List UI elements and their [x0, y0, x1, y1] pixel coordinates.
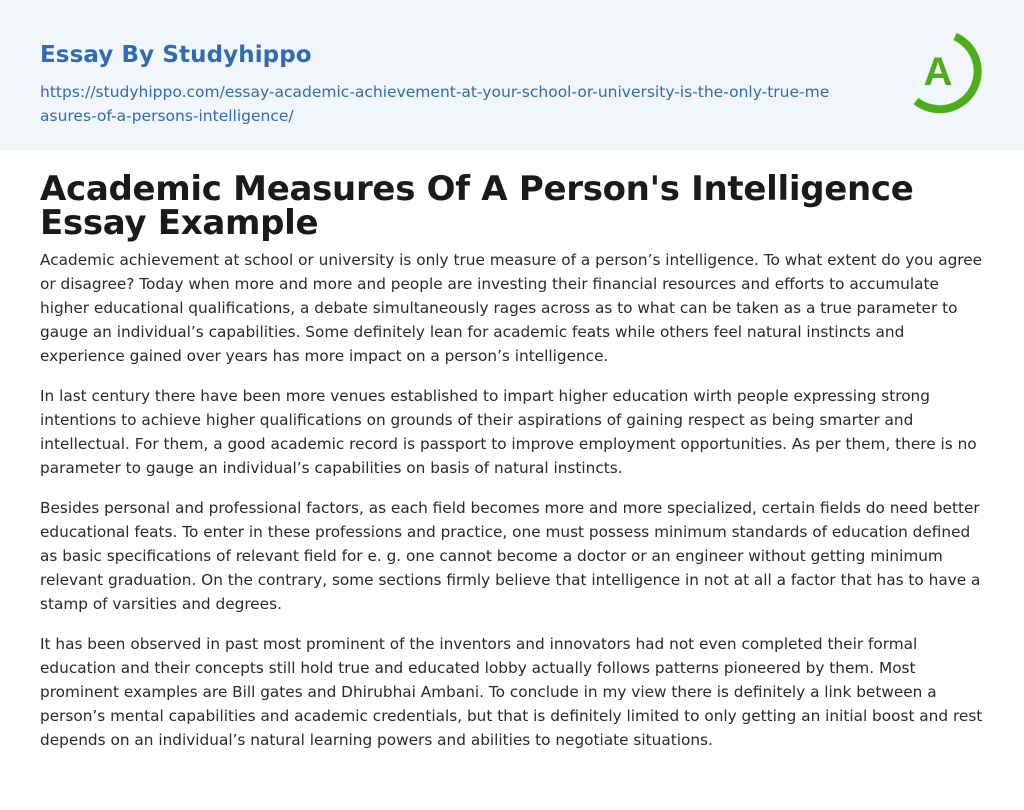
source-url-link[interactable]: https://studyhippo.com/essay-academic-achievement-at-your-school-or-university-is-the-only-true-measures-of-a-persons-intelligence/: [40, 83, 830, 125]
site-header: [0, 0, 1024, 150]
article-paragraph-3: Besides personal and professional factors, as each field becomes more and more specialized, certain fields do need better educational feats. To enter in these professions and practice, one must possess minimum standards of education defined as basic specifications of relevant field for e. g. one cannot become a doctor or an engineer without getting minimum relevant graduation. On the contrary, some sections firmly believe that intelligence in not at all a factor that has to have a stamp of varsities and degrees.: [40, 499, 981, 613]
site-brand[interactable]: Essay By Studyhippo: [40, 42, 312, 68]
article: [0, 169, 1024, 752]
article-paragraph-1: Academic achievement at school or university is only true measure of a person’s intelligence. To what extent do you agree or disagree? Today when more and more and people are investing their financial resources and efforts to accumulate higher educational qualifications, a debate simultaneously rages across as to what can be taken as a true parameter to gauge an individual’s capabilities. Some definitely lean for academic feats while others feel natural instincts and experience gained over years has more impact on a person’s intelligence.: [40, 251, 983, 365]
logo-letter: A: [923, 50, 953, 94]
article-paragraph-2: In last century there have been more venues established to impart higher education wirth people expressing strong intentions to achieve higher qualifications on grounds of their aspirations of gaining respect as being smarter and intellectual. For them, a good academic record is passport to improve employment opportunities. As per them, there is no parameter to gauge an individual’s capabilities on basis of natural instincts.: [40, 387, 977, 477]
article-paragraph-4: It has been observed in past most prominent of the inventors and innovators had not even completed their formal education and their concepts still hold true and educated lobby actually follows patterns pioneered by them. Most prominent examples are Bill gates and Dhirubhai Ambani. To conclude in my view there is definitely a link between a person’s mental capabilities and academic credentials, but that is definitely limited to only getting an initial boost and rest depends on an individual’s natural learning powers and abilities to negotiate situations.: [40, 635, 983, 749]
article-title: Academic Measures Of A Person's Intelligence Essay Example: [40, 169, 914, 243]
studyhippo-logo-icon[interactable]: [898, 28, 986, 116]
